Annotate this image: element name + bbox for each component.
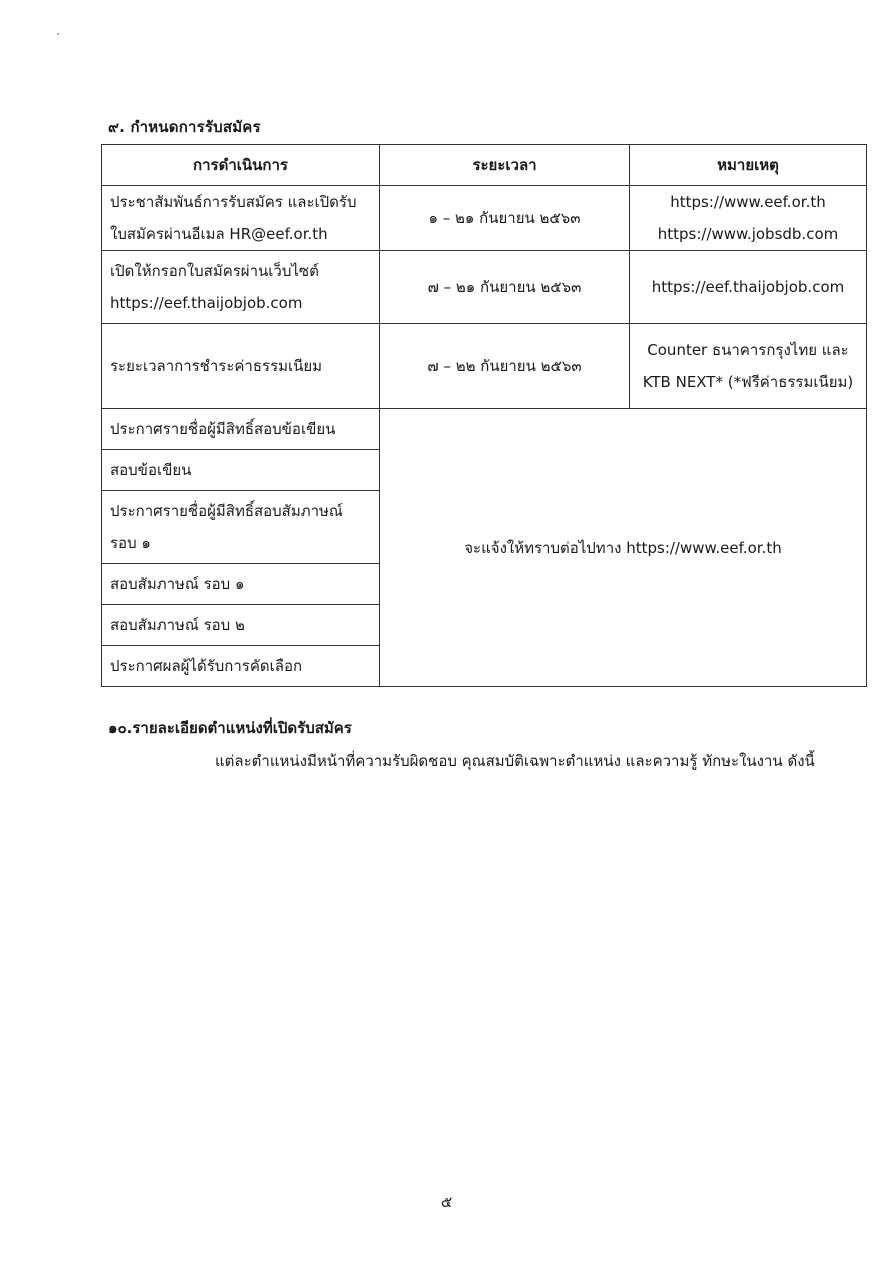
action-cell <box>102 491 380 564</box>
action-line: ประชาสัมพันธ์การรับสมัคร และเปิดรับ <box>110 193 357 211</box>
action-line: ประกาศรายชื่อผู้มีสิทธิ์สอบสัมภาษณ์ <box>110 502 343 520</box>
action-line: ใบสมัครผ่านอีเมล HR@eef.or.th <box>110 225 328 243</box>
action-cell: ประกาศรายชื่อผู้มีสิทธิ์สอบข้อเขียน <box>102 409 380 450</box>
page-number: ๕ <box>440 1193 453 1211</box>
scan-speck <box>57 33 59 35</box>
period-cell: ๗ – ๒๒ กันยายน ๒๕๖๓ <box>380 324 630 409</box>
table-row <box>102 324 867 409</box>
section-10-text: แต่ละตำแหน่งมีหน้าที่ความรับผิดชอบ คุณสมบัติเฉพาะตำแหน่ง และความรู้ ทักษะในงาน ดังนี้ <box>215 752 815 770</box>
table-row <box>102 251 867 324</box>
note-cell <box>630 186 867 251</box>
action-cell: ประกาศผลผู้ได้รับการคัดเลือก <box>102 646 380 687</box>
action-cell: สอบสัมภาษณ์ รอบ ๒ <box>102 605 380 646</box>
schedule-table <box>101 144 867 687</box>
action-cell: สอบข้อเขียน <box>102 450 380 491</box>
action-line: ระยะเวลาการชำระค่าธรรมเนียม <box>110 357 323 375</box>
note-line: Counter ธนาคารกรุงไทย และ <box>647 341 849 359</box>
action-cell: สอบสัมภาษณ์ รอบ ๑ <box>102 564 380 605</box>
action-cell <box>102 186 380 251</box>
header-note: หมายเหตุ <box>630 145 867 186</box>
action-cell <box>102 251 380 324</box>
table-header-row <box>102 145 867 186</box>
header-period: ระยะเวลา <box>380 145 630 186</box>
action-line: รอบ ๑ <box>110 534 151 552</box>
note-line: KTB NEXT* (*ฟรีค่าธรรมเนียม) <box>642 373 854 391</box>
action-line: https://eef.thaijobjob.com <box>110 294 303 312</box>
note-line: https://www.eef.or.th <box>670 193 826 211</box>
period-cell: ๑ – ๒๑ กันยายน ๒๕๖๓ <box>380 186 630 251</box>
section-10-title: ๑๐.รายละเอียดตำแหน่งที่เปิดรับสมัคร <box>108 719 352 737</box>
header-action: การดำเนินการ <box>102 145 380 186</box>
section-9-title: ๙. กำหนดการรับสมัคร <box>108 118 261 136</box>
action-line: เปิดให้กรอกใบสมัครผ่านเว็บไซต์ <box>110 262 319 280</box>
action-cell <box>102 324 380 409</box>
note-cell <box>630 324 867 409</box>
table-row <box>102 409 867 450</box>
note-line: https://www.jobsdb.com <box>657 225 839 243</box>
later-note-cell: จะแจ้งให้ทราบต่อไปทาง https://www.eef.or.th <box>380 409 867 687</box>
note-cell <box>630 251 867 324</box>
period-cell: ๗ – ๒๑ กันยายน ๒๕๖๓ <box>380 251 630 324</box>
note-line: https://eef.thaijobjob.com <box>651 278 845 296</box>
table-row <box>102 186 867 251</box>
